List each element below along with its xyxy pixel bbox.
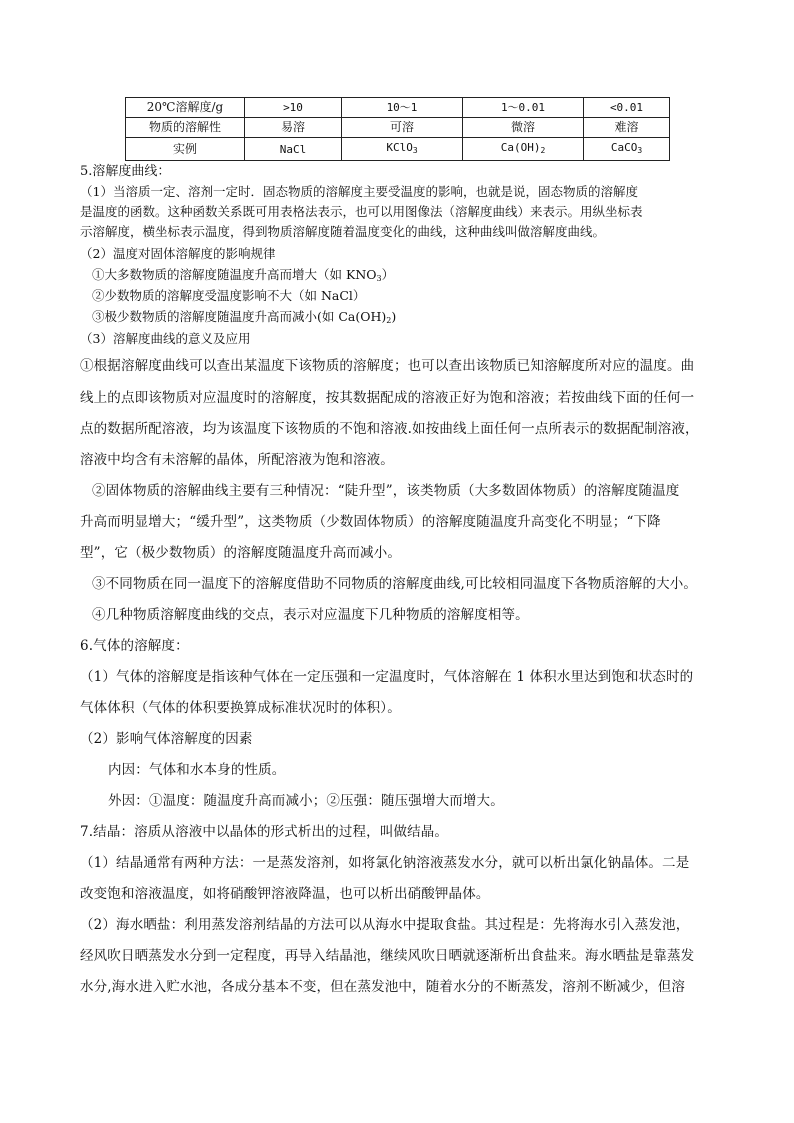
text-line: 点的数据所配溶液，均为该温度下该物质的不饱和溶液.如按曲线上面任何一点所表示的数据配制溶液， [80, 421, 699, 437]
formula-subscript: 3 [637, 146, 643, 155]
table-cell: 1～0.01 [463, 98, 584, 118]
text-line: （1）当溶质一定、溶剂一定时．固态物质的溶解度主要受温度的影响，也就是说，固态物质的溶解度 [80, 184, 638, 199]
text-line: ①根据溶解度曲线可以查出某温度下该物质的溶解度；也可以查出该物质已知溶解度所对应的温度。曲 [80, 358, 695, 374]
text-line: 外因：①温度：随温度升高而减小；②压强：随压强增大而增大。 [108, 793, 504, 809]
section-heading: 6.气体的溶解度： [80, 638, 189, 654]
table-cell: 微溶 [463, 118, 584, 138]
text-line: 改变饱和溶液温度，如将硝酸钾溶液降温，也可以析出硝酸钾晶体。 [80, 886, 490, 902]
text-line: ③不同物质在同一温度下的溶解度借助不同物质的溶解度曲线,可比较相同温度下各物质溶解的大小。 [92, 576, 698, 592]
text-line: （1）气体的溶解度是指该种气体在一定压强和一定温度时，气体溶解在 1 体积水里达到饱和状态时的 [80, 669, 694, 685]
table-cell: 可溶 [342, 118, 463, 138]
table-cell: <0.01 [584, 98, 670, 118]
text-line [92, 308, 396, 330]
formula-main: KClO [386, 141, 413, 154]
table-cell: 20℃溶解度/g [126, 98, 245, 118]
text-segment: ①大多数物质的溶解度随温度升高而增大（如 KNO [92, 267, 377, 282]
table-cell: 易溶 [245, 118, 342, 138]
text-line: 水分,海水进入贮水池，各成分基本不变，但在蒸发池中，随着水分的不断蒸发，溶剂不断减少，但溶 [80, 979, 686, 995]
table-row [126, 118, 670, 138]
table-cell: 实例 [126, 138, 245, 161]
text-line: 线上的点即该物质对应温度时的溶解度，按其数据配成的溶液正好为饱和溶液；若按曲线下面的任何一 [80, 390, 695, 406]
text-line [92, 266, 394, 288]
text-line: 内因：气体和水本身的性质。 [108, 762, 286, 778]
text-line: （3）溶解度曲线的意义及应用 [80, 331, 251, 346]
section-heading: 5.溶解度曲线： [80, 164, 171, 179]
table-cell [342, 138, 463, 161]
section-heading: 7.结晶：溶质从溶液中以晶体的形式析出的过程，叫做结晶。 [80, 824, 449, 840]
text-line: （1）结晶通常有两种方法：一是蒸发溶剂，如将氯化钠溶液蒸发水分，就可以析出氯化钠晶体。二是 [80, 855, 690, 871]
text-line: 型”，它（极少数物质）的溶解度随温度升高而减小。 [80, 545, 402, 561]
text-line: ②固体物质的溶解曲线主要有三种情况：“陡升型”，该类物质（大多数固体物质）的溶解度随温度 [92, 483, 680, 499]
text-segment: ） [381, 267, 395, 282]
table-cell: >10 [245, 98, 342, 118]
formula-main: Ca(OH) [500, 141, 541, 154]
formula-subscript: 3 [376, 274, 382, 283]
formula-subscript: 2 [386, 316, 392, 325]
table-cell: 物质的溶解性 [126, 118, 245, 138]
text-line: ②少数物质的溶解度受温度影响不大（如 NaCl） [92, 288, 366, 303]
table-cell [584, 138, 670, 161]
table-cell: NaCl [245, 138, 342, 161]
table-row [126, 138, 670, 161]
formula-main: CaCO [610, 141, 638, 154]
text-segment: ) [391, 309, 397, 324]
text-line: 溶液中均含有未溶解的晶体，所配溶液为饱和溶液。 [80, 452, 394, 468]
text-line: 气体体积（气体的体积要换算成标准状况时的体积）。 [80, 700, 401, 716]
table-cell: 10～1 [342, 98, 463, 118]
formula-subscript: 3 [412, 146, 418, 155]
text-line: 示溶解度，横坐标表示温度，得到物质溶解度随着温度变化的曲线，这种曲线叫做溶解度曲线。 [80, 224, 606, 239]
solubility-table [125, 97, 670, 161]
text-line: （2）海水晒盐：利用蒸发溶剂结晶的方法可以从海水中提取食盐。其过程是：先将海水引入蒸发池， [80, 917, 690, 933]
text-line: ④几种物质溶解度曲线的交点，表示对应温度下几种物质的溶解度相等。 [92, 607, 529, 623]
text-line: （2）影响气体溶解度的因素 [80, 731, 253, 747]
table-cell [463, 138, 584, 161]
table-cell: 难溶 [584, 118, 670, 138]
text-line: 是温度的函数。这种函数关系既可用表格法表示，也可以用图像法（溶解度曲线）来表示。用纵坐标表 [80, 204, 643, 219]
text-line: 经风吹日晒蒸发水分到一定程度，再导入结晶池，继续风吹日晒就逐渐析出食盐来。海水晒盐是靠蒸发 [80, 948, 695, 964]
text-segment: ③极少数物质的溶解度随温度升高而减小(如 Ca(OH) [92, 309, 387, 324]
table-row [126, 98, 670, 118]
text-line: （2）温度对固体溶解度的影响规律 [80, 246, 276, 261]
formula-subscript: 2 [540, 146, 546, 155]
text-line: 升高而明显增大；“缓升型”，这类物质（少数固体物质）的溶解度随温度升高变化不明显；“下降 [80, 514, 661, 530]
